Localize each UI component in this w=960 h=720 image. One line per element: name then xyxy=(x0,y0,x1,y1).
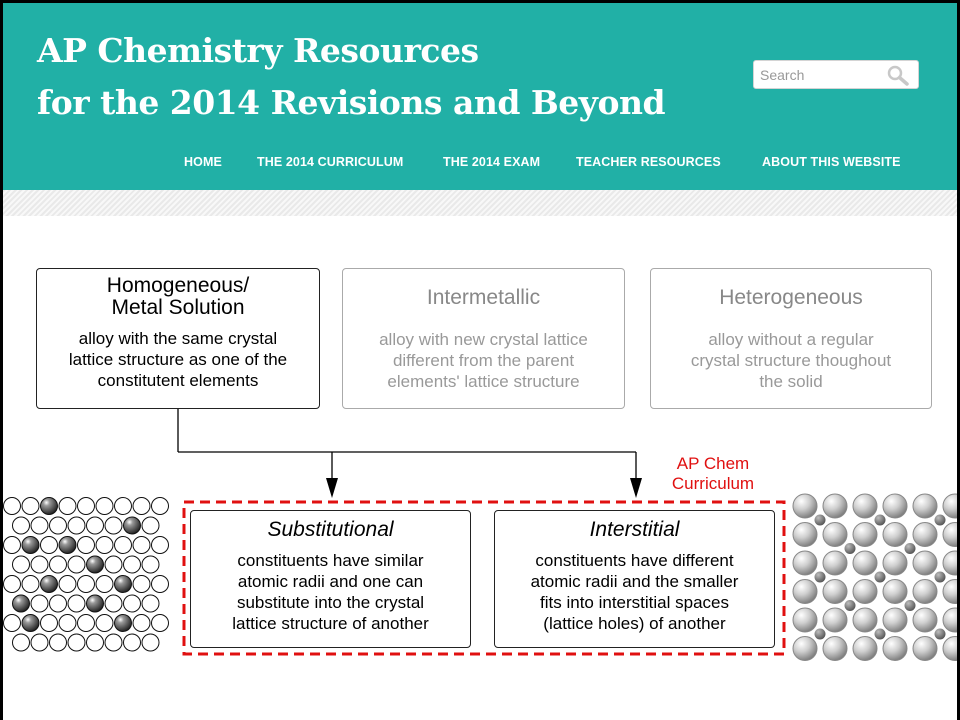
ap-label-line1: AP Chem xyxy=(676,454,750,473)
host-atom xyxy=(31,595,48,612)
host-atom xyxy=(105,517,122,534)
nav-about-this-website[interactable]: ABOUT THIS WEBSITE xyxy=(762,155,901,169)
host-atom xyxy=(883,580,907,604)
host-atom xyxy=(793,494,817,518)
host-atom xyxy=(105,556,122,573)
host-atom xyxy=(41,537,58,554)
host-atom xyxy=(22,576,39,593)
interstitial-atom xyxy=(935,572,946,583)
host-atom xyxy=(96,498,113,515)
intermetallic-desc-line1: alloy with new crystal lattice xyxy=(379,330,588,349)
substitutional-desc-line4: lattice structure of another xyxy=(232,614,429,633)
host-atom xyxy=(853,637,877,661)
host-atom xyxy=(133,615,150,632)
host-atom xyxy=(823,637,847,661)
search-box[interactable] xyxy=(753,60,919,89)
arrow-substitutional xyxy=(326,478,338,498)
host-atom xyxy=(943,637,957,661)
host-atom xyxy=(133,576,150,593)
host-atom xyxy=(883,637,907,661)
host-atom xyxy=(152,498,169,515)
host-atom xyxy=(823,608,847,632)
host-atom xyxy=(823,580,847,604)
host-atom xyxy=(59,498,76,515)
alloy-diagram xyxy=(3,216,957,720)
interstitial-atom xyxy=(845,543,856,554)
host-atom xyxy=(142,634,159,651)
nav-teacher-resources[interactable]: TEACHER RESOURCES xyxy=(576,155,721,169)
intermetallic-box xyxy=(342,268,625,409)
host-atom xyxy=(913,637,937,661)
substitutional-lattice-icon xyxy=(4,498,169,652)
substitutional-box xyxy=(190,510,471,648)
host-atom xyxy=(133,498,150,515)
nav-2014-exam[interactable]: THE 2014 EXAM xyxy=(443,155,541,169)
substituted-atom xyxy=(41,576,58,593)
host-atom xyxy=(78,537,95,554)
host-atom xyxy=(96,537,113,554)
host-atom xyxy=(883,608,907,632)
host-atom xyxy=(105,634,122,651)
host-atom xyxy=(793,551,817,575)
substituted-atom xyxy=(41,498,58,515)
homogeneous-desc-line1: alloy with the same crystal xyxy=(78,329,278,348)
page-frame xyxy=(3,3,957,720)
interstitial-atom xyxy=(935,629,946,640)
substitutional-desc-line2: atomic radii and one can xyxy=(237,572,424,591)
interstitial-lattice-icon xyxy=(793,494,957,661)
substituted-atom xyxy=(22,615,39,632)
interstitial-atom xyxy=(815,515,826,526)
host-atom xyxy=(853,551,877,575)
host-atom xyxy=(13,634,30,651)
substituted-atom xyxy=(22,537,39,554)
site-title-line2[interactable]: for the 2014 Revisions and Beyond xyxy=(37,83,666,122)
host-atom xyxy=(142,556,159,573)
host-atom xyxy=(31,517,48,534)
host-atom xyxy=(4,498,21,515)
host-atom xyxy=(115,537,132,554)
substitutional-title: Substitutional xyxy=(267,518,394,541)
homogeneous-desc-line3: constitutent elements xyxy=(97,371,259,390)
host-atom xyxy=(124,634,141,651)
homogeneous-box xyxy=(36,268,320,409)
host-atom xyxy=(78,576,95,593)
heterogeneous-desc-line3: the solid xyxy=(759,372,823,391)
site-title-line1[interactable]: AP Chemistry Resources xyxy=(37,31,479,70)
host-atom xyxy=(883,551,907,575)
host-atom xyxy=(943,608,957,632)
host-atom xyxy=(142,595,159,612)
heterogeneous-title: Heterogeneous xyxy=(719,286,863,309)
host-atom xyxy=(883,523,907,547)
interstitial-atom xyxy=(875,629,886,640)
interstitial-atom xyxy=(845,600,856,611)
substituted-atom xyxy=(59,537,76,554)
substitutional-desc-line3: substitute into the crystal xyxy=(236,593,425,612)
host-atom xyxy=(22,498,39,515)
host-atom xyxy=(68,556,85,573)
interstitial-atom xyxy=(935,515,946,526)
homogeneous-title-line2: Metal Solution xyxy=(111,296,245,319)
ap-chem-curriculum-label xyxy=(648,454,778,494)
intermetallic-desc-line2: different from the parent xyxy=(392,351,575,370)
interstitial-atom xyxy=(905,600,916,611)
host-atom xyxy=(115,498,132,515)
homogeneous-desc-line2: lattice structure as one of the xyxy=(68,350,288,369)
host-atom xyxy=(823,551,847,575)
heterogeneous-box xyxy=(650,268,932,409)
host-atom xyxy=(142,517,159,534)
substituted-atom xyxy=(87,595,104,612)
arrow-interstitial xyxy=(630,478,642,498)
search-icon[interactable] xyxy=(886,64,910,86)
ap-label-line2: Curriculum xyxy=(671,474,755,493)
interstitial-box xyxy=(494,510,775,648)
substituted-atom xyxy=(115,576,132,593)
interstitial-desc-line1: constituents have different xyxy=(535,551,734,570)
host-atom xyxy=(59,576,76,593)
substitutional-desc-line1: constituents have similar xyxy=(237,551,424,570)
host-atom xyxy=(87,517,104,534)
site-header xyxy=(3,3,957,190)
host-atom xyxy=(853,494,877,518)
host-atom xyxy=(13,556,30,573)
interstitial-atom xyxy=(875,572,886,583)
host-atom xyxy=(853,608,877,632)
search-input[interactable] xyxy=(760,65,880,85)
host-atom xyxy=(823,523,847,547)
host-atom xyxy=(913,523,937,547)
interstitial-atom xyxy=(905,543,916,554)
host-atom xyxy=(152,615,169,632)
nav-2014-curriculum[interactable]: THE 2014 CURRICULUM xyxy=(257,155,404,169)
interstitial-desc-line3: fits into interstitial spaces xyxy=(540,593,729,612)
host-atom xyxy=(13,517,30,534)
host-atom xyxy=(793,580,817,604)
host-atom xyxy=(87,634,104,651)
substituted-atom xyxy=(13,595,30,612)
host-atom xyxy=(853,523,877,547)
interstitial-desc-line4: (lattice holes) of another xyxy=(543,614,726,633)
host-atom xyxy=(913,494,937,518)
host-atom xyxy=(943,494,957,518)
host-atom xyxy=(50,634,67,651)
host-atom xyxy=(793,523,817,547)
host-atom xyxy=(883,494,907,518)
host-atom xyxy=(78,615,95,632)
host-atom xyxy=(152,537,169,554)
heterogeneous-desc-line2: crystal structure thoughout xyxy=(690,351,892,370)
interstitial-title: Interstitial xyxy=(589,518,680,541)
host-atom xyxy=(78,498,95,515)
host-atom xyxy=(793,637,817,661)
intermetallic-title: Intermetallic xyxy=(426,286,541,309)
interstitial-atom xyxy=(815,629,826,640)
interstitial-atom xyxy=(875,515,886,526)
substituted-atom xyxy=(87,556,104,573)
interstitial-desc-line2: atomic radii and the smaller xyxy=(530,572,739,591)
host-atom xyxy=(50,556,67,573)
substituted-atom xyxy=(115,615,132,632)
host-atom xyxy=(50,517,67,534)
host-atom xyxy=(913,608,937,632)
host-atom xyxy=(823,494,847,518)
host-atom xyxy=(152,576,169,593)
host-atom xyxy=(4,537,21,554)
homogeneous-title-line1: Homogeneous/ xyxy=(106,274,250,297)
host-atom xyxy=(68,517,85,534)
host-atom xyxy=(31,634,48,651)
connector-lines xyxy=(178,405,636,492)
heterogeneous-desc-line1: alloy without a regular xyxy=(708,330,874,349)
host-atom xyxy=(68,634,85,651)
host-atom xyxy=(4,615,21,632)
host-atom xyxy=(68,595,85,612)
host-atom xyxy=(4,576,21,593)
host-atom xyxy=(96,615,113,632)
host-atom xyxy=(943,551,957,575)
site-title[interactable] xyxy=(37,25,665,129)
host-atom xyxy=(913,551,937,575)
intermetallic-desc-line3: elements' lattice structure xyxy=(387,372,580,391)
decorative-stripe xyxy=(3,190,957,216)
arrow-heads xyxy=(326,478,642,498)
host-atom xyxy=(943,580,957,604)
host-atom xyxy=(50,595,67,612)
host-atom xyxy=(96,576,113,593)
host-atom xyxy=(133,537,150,554)
host-atom xyxy=(59,615,76,632)
host-atom xyxy=(105,595,122,612)
nav-home[interactable]: HOME xyxy=(184,155,222,169)
host-atom xyxy=(853,580,877,604)
interstitial-atom xyxy=(815,572,826,583)
host-atom xyxy=(124,595,141,612)
host-atom xyxy=(793,608,817,632)
substituted-atom xyxy=(124,517,141,534)
host-atom xyxy=(124,556,141,573)
host-atom xyxy=(943,523,957,547)
host-atom xyxy=(31,556,48,573)
host-atom xyxy=(41,615,58,632)
main-nav xyxy=(3,155,957,179)
host-atom xyxy=(913,580,937,604)
